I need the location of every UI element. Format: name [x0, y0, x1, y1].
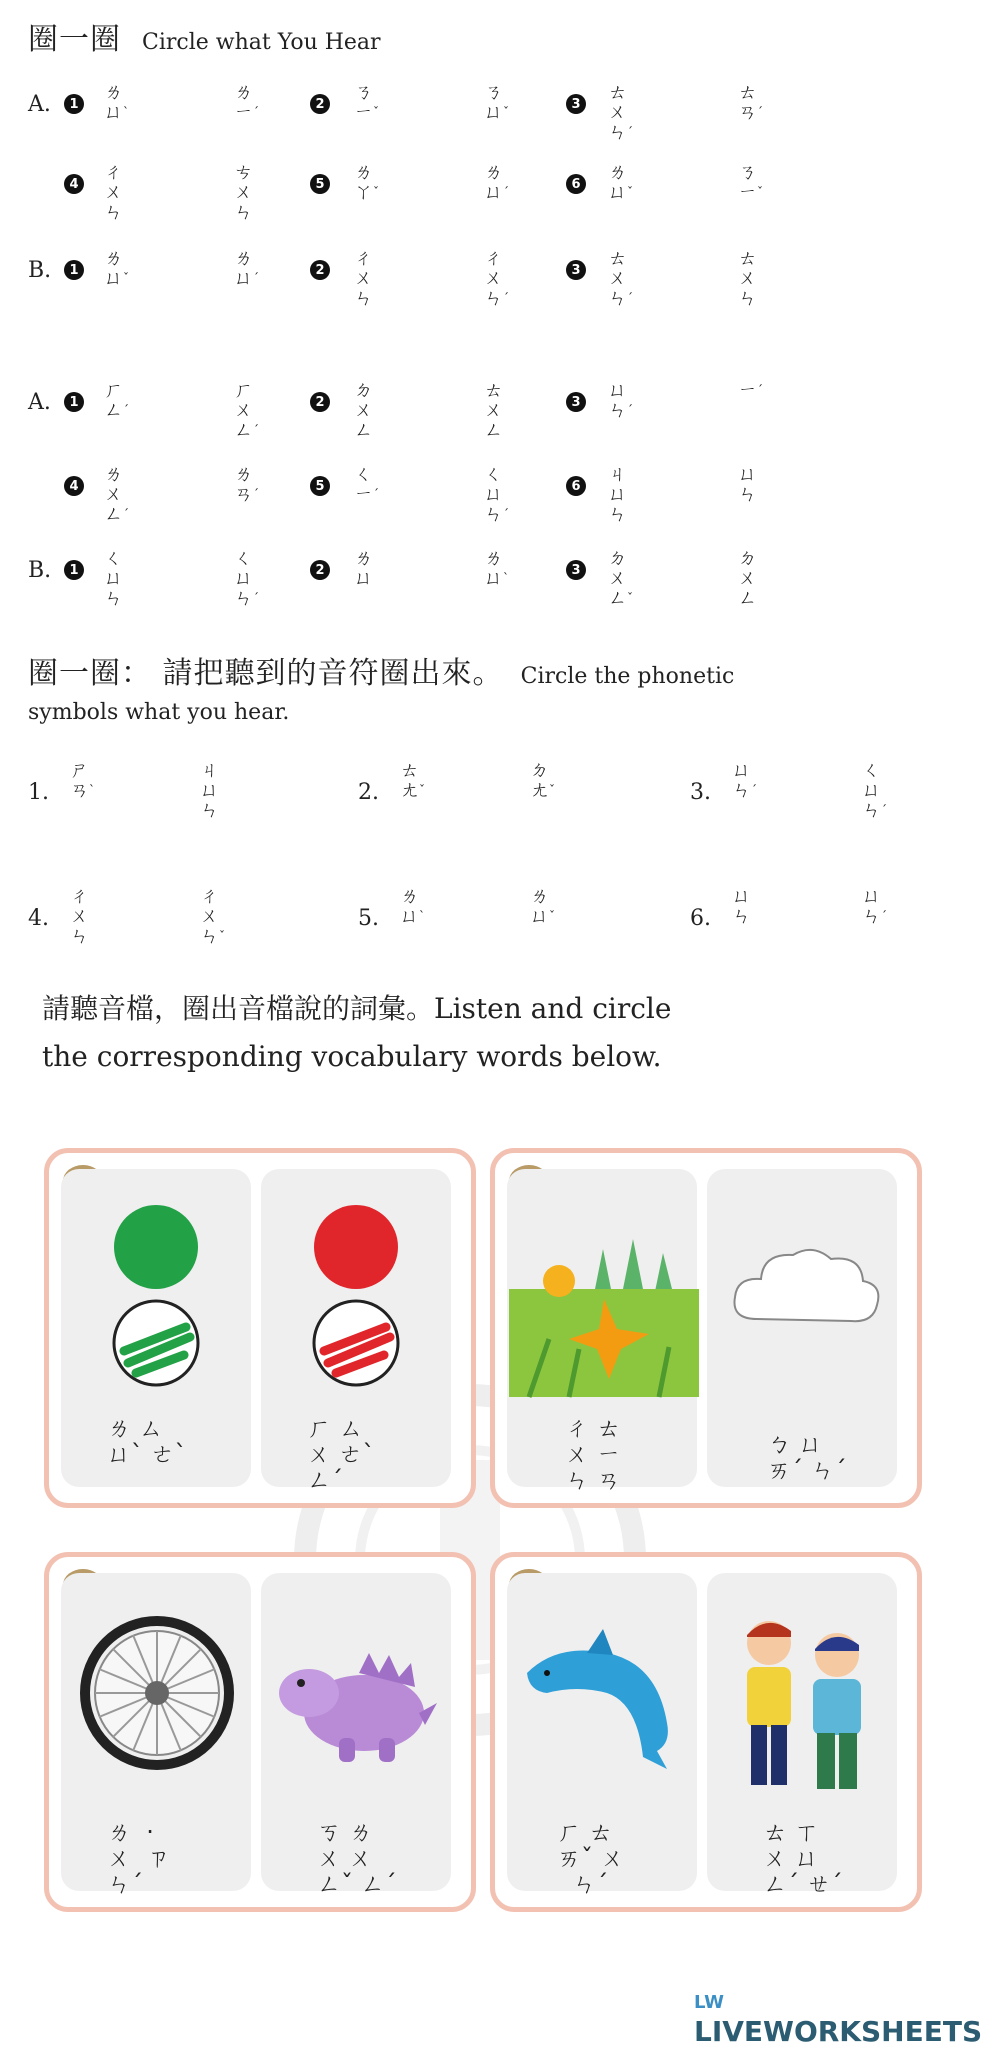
phonetic-option-b-tone: ˊ [503, 507, 510, 521]
phonetic-option-a-symbols: ㄑ ㄧ [354, 463, 374, 505]
phonetic-option-b-symbols: ㄩ ㄣ [862, 885, 882, 927]
footer-logo-prefix: LW [694, 1992, 724, 2013]
section2-instruction-cn: 圈一圈： 請把聽到的音符圈出來。 [28, 656, 504, 691]
item-number: 2 [310, 94, 330, 114]
wheel-icon [77, 1613, 237, 1773]
phonetic-option-a[interactable] [354, 380, 394, 440]
phonetic-option-b-tone: ˊ [253, 487, 260, 501]
phonetic-option-b[interactable] [484, 380, 524, 440]
phonetic-option-b-tone: ˊ [757, 383, 764, 397]
phonetic-option-a[interactable] [104, 82, 144, 122]
item-number: 1 [64, 560, 84, 580]
phonetic-option-a-symbols: ㄊ ㄤ [400, 759, 420, 801]
phonetic-option-a-symbols: ㄕ ㄢ [70, 759, 90, 801]
row-label: A. [28, 390, 51, 415]
phonetic-option-b[interactable] [484, 248, 524, 308]
vocab-card-dolphin[interactable] [507, 1573, 697, 1898]
phonetic-option-a-symbols: ㄌ ㄨ ㄥ [104, 463, 124, 525]
item-number: 5. [358, 906, 379, 931]
phonetic-option-a-symbols: ㄉ ㄨ ㄥ [354, 379, 374, 441]
footer-logo[interactable] [694, 1982, 1000, 2048]
phonetic-option-b-tone: ˊ [503, 291, 510, 305]
item-number: 6 [566, 476, 586, 496]
green-light-icon [106, 1205, 206, 1405]
phonetic-option-b-tone: ˊ [253, 271, 260, 285]
phonetic-option-b-symbols: ㄧ [738, 379, 758, 401]
footer-logo-text: LIVEWORKSHEETS [694, 2015, 983, 2048]
section2-instruction-en-1: Circle the phonetic [520, 664, 735, 689]
item-number: 1 [64, 260, 84, 280]
item-number: 4 [64, 476, 84, 496]
phonetic-option-a[interactable] [354, 82, 394, 122]
phonetic-option-a[interactable] [608, 464, 648, 524]
phonetic-option-a-symbols: ㄩ ㄣ [732, 885, 752, 927]
card-group-2 [490, 1148, 922, 1508]
phonetic-option-b[interactable] [484, 162, 524, 202]
phonetic-option-a-symbols: ㄌ ㄩ [400, 885, 420, 927]
phonetic-option-a[interactable] [608, 248, 648, 308]
phonetic-option-a-tone: ˊ [123, 403, 130, 417]
phonetic-option-b[interactable] [234, 82, 274, 122]
phonetic-option-a-symbols: ㄔ ㄨ ㄣ [70, 885, 90, 947]
phonetic-option-b[interactable] [738, 248, 778, 308]
spring-meadow-icon [509, 1229, 699, 1399]
phonetic-option-b-symbols: ㄌ ㄩ [530, 885, 550, 927]
card-group-1 [44, 1148, 476, 1508]
phonetic-option-b[interactable] [484, 464, 524, 524]
phonetic-option-b-symbols: ㄌ ㄢ [234, 463, 254, 505]
item-number: 3 [566, 560, 586, 580]
phonetic-option-b-tone: ˊ [253, 423, 260, 437]
phonetic-option-a[interactable] [104, 548, 144, 608]
phonetic-option-b-symbols: ㄊ ㄢ [738, 81, 758, 123]
phonetic-option-a-tone: ˇ [627, 185, 634, 199]
phonetic-option-b-symbols: ㄑ ㄩ ㄣ [484, 463, 504, 525]
phonetic-option-b[interactable] [484, 82, 524, 122]
vocab-card-dinosaur[interactable] [261, 1573, 451, 1898]
phonetic-option-b-tone: ˊ [253, 591, 260, 605]
phonetic-option-b-tone: ˊ [757, 105, 764, 119]
phonetic-option-b-symbols: ㄑ ㄩ ㄣ [234, 547, 254, 609]
vocab-card-wheel[interactable] [61, 1573, 251, 1898]
phonetic-option-a-tone: ˊ [373, 487, 380, 501]
section3-instruction-2: the corresponding vocabulary words below. [42, 1040, 662, 1073]
item-number: 3 [566, 392, 586, 412]
vocab-card-spring[interactable] [507, 1169, 697, 1494]
phonetic-option-a[interactable] [104, 162, 144, 222]
phonetic-option-a[interactable] [104, 380, 144, 420]
phonetic-option-b-symbols: ㄊ ㄨ ㄥ [484, 379, 504, 441]
phonetic-option-b[interactable] [234, 162, 274, 222]
phonetic-option-b-symbols: ㄋ ㄩ [484, 81, 504, 123]
phonetic-option-b-symbols: ㄔ ㄨ ㄣ [200, 885, 220, 947]
phonetic-option-b[interactable] [862, 760, 902, 820]
phonetic-option-a[interactable] [400, 886, 440, 926]
phonetic-option-a-symbols: ㄔ ㄨ ㄣ [104, 161, 124, 223]
phonetic-option-b[interactable] [234, 464, 274, 504]
section2-instruction-en-2: symbols what you hear. [28, 700, 290, 725]
phonetic-option-a[interactable] [608, 380, 648, 420]
phonetic-option-a[interactable] [70, 760, 110, 800]
item-number: 3. [690, 780, 711, 805]
phonetic-option-b-symbols: ㄋ ㄧ [738, 161, 758, 203]
phonetic-option-a-symbols: ㄊ ㄨ ㄣ [608, 81, 628, 143]
item-number: 3 [566, 260, 586, 280]
vocab-card-green-light[interactable] [61, 1169, 251, 1487]
header [28, 14, 381, 58]
dinosaur-icon [269, 1643, 439, 1763]
card-label-3-right: ㄎ ㄌ ㄨ ㄨ ㄥˇ ㄥˊ [317, 1818, 397, 1898]
phonetic-option-a-tone: ˇ [373, 185, 380, 199]
phonetic-option-a-tone: ˊ [627, 291, 634, 305]
phonetic-option-b-symbols: ㄐ ㄩ ㄣ [200, 759, 220, 821]
phonetic-option-b-symbols: ㄊ ㄨ ㄣ [738, 247, 758, 309]
phonetic-option-a-tone: ˋ [419, 909, 426, 923]
phonetic-option-a[interactable] [608, 162, 648, 202]
phonetic-option-a-tone: ˋ [89, 783, 96, 797]
item-number: 2. [358, 780, 379, 805]
phonetic-option-a[interactable] [608, 548, 648, 608]
section3-instruction-1: 請聽音檔，圈出音檔說的詞彙。Listen and circle [42, 992, 672, 1025]
vocab-card-cloud[interactable] [707, 1169, 897, 1487]
phonetic-option-a-symbols: ㄌ ㄩ [104, 81, 124, 123]
phonetic-option-a-tone: ˇ [373, 105, 380, 119]
phonetic-option-b[interactable] [234, 248, 274, 288]
item-number: 4 [64, 174, 84, 194]
phonetic-option-a[interactable] [608, 82, 648, 142]
item-number: 6. [690, 906, 711, 931]
phonetic-option-a-symbols: ㄉ ㄨ ㄥ [608, 547, 628, 609]
phonetic-option-b-tone: ˇ [219, 929, 226, 943]
header-title-cn: 圈一圈 [28, 22, 121, 57]
phonetic-option-b-symbols: ㄌ ㄧ [234, 81, 254, 123]
phonetic-option-b-tone: ˊ [881, 803, 888, 817]
phonetic-option-b[interactable] [200, 760, 240, 820]
item-number: 3 [566, 94, 586, 114]
phonetic-option-b-tone: ˇ [549, 909, 556, 923]
card-label-1-right: ㄏ ㄙ ㄨ ㄜˋ ㄥˊ [307, 1414, 375, 1494]
phonetic-option-a-symbols: ㄩ ㄣ [732, 759, 752, 801]
header-title-en: Circle what You Hear [142, 30, 381, 55]
phonetic-option-a[interactable] [354, 464, 394, 504]
item-number: 5 [310, 174, 330, 194]
phonetic-option-b-symbols: ㄩ ㄣ [738, 463, 758, 505]
item-number: 2 [310, 260, 330, 280]
phonetic-option-a-symbols: ㄑ ㄩ ㄣ [104, 547, 124, 609]
phonetic-option-a-symbols: ㄌ ㄩ [608, 161, 628, 203]
item-number: 4. [28, 906, 49, 931]
phonetic-option-a-symbols: ㄋ ㄧ [354, 81, 374, 123]
card-label-2-left: ㄔ ㄊ ㄨ ㄧ ㄣ ㄢ [565, 1414, 621, 1494]
item-number: 2 [310, 560, 330, 580]
vocab-card-red-light[interactable] [261, 1169, 451, 1494]
item-number: 1. [28, 780, 49, 805]
dolphin-icon [517, 1623, 687, 1773]
phonetic-option-a-tone: ˇ [419, 783, 426, 797]
item-number: 2 [310, 392, 330, 412]
phonetic-option-b-tone: ˇ [757, 185, 764, 199]
phonetic-option-b-tone: ˇ [503, 105, 510, 119]
phonetic-option-b[interactable] [738, 464, 778, 504]
card-label-3-left: ㄌ · ㄨ ㄗ ㄣˊ [107, 1818, 171, 1898]
phonetic-option-a-tone: ˇ [627, 591, 634, 605]
item-number: 5 [310, 476, 330, 496]
phonetic-option-a[interactable] [354, 248, 394, 308]
phonetic-option-a-tone: ˊ [627, 403, 634, 417]
phonetic-option-b-symbols: ㄏ ㄨ ㄥ [234, 379, 254, 441]
phonetic-option-b-symbols: ㄑ ㄩ ㄣ [862, 759, 882, 821]
phonetic-option-b[interactable] [862, 886, 902, 926]
phonetic-option-a-symbols: ㄌ ㄩ [354, 547, 374, 589]
card-label-4-left: ㄏ ㄊ ㄞˇ ㄨ ㄣˊ [557, 1818, 625, 1898]
phonetic-option-b[interactable] [530, 886, 570, 926]
cloud-icon [727, 1239, 887, 1339]
phonetic-option-b-symbols: ㄌ ㄩ [484, 161, 504, 203]
card-group-3 [44, 1552, 476, 1912]
row-label: A. [28, 92, 51, 117]
item-number: 1 [64, 94, 84, 114]
phonetic-option-a[interactable] [70, 886, 110, 946]
phonetic-option-b-tone: ˋ [503, 571, 510, 585]
phonetic-option-b-symbols: ㄔ ㄨ ㄣ [484, 247, 504, 309]
phonetic-option-a-symbols: ㄐ ㄩ ㄣ [608, 463, 628, 525]
phonetic-option-a-symbols: ㄌ ㄚ [354, 161, 374, 203]
phonetic-option-b[interactable] [738, 380, 778, 400]
row-label: B. [28, 558, 52, 583]
phonetic-option-a-tone: ˊ [123, 507, 130, 521]
section2-instruction [28, 648, 988, 692]
phonetic-option-a-tone: ˊ [627, 125, 634, 139]
phonetic-option-b[interactable] [234, 548, 274, 608]
phonetic-option-a[interactable] [104, 464, 144, 524]
phonetic-option-b[interactable] [484, 548, 524, 588]
card-group-4 [490, 1552, 922, 1912]
phonetic-option-b-tone: ˇ [549, 783, 556, 797]
phonetic-option-b[interactable] [738, 162, 778, 202]
phonetic-option-b-tone: ˊ [253, 105, 260, 119]
row-label: B. [28, 258, 52, 283]
phonetic-option-a-tone: ˇ [123, 271, 130, 285]
phonetic-option-b-symbols: ㄌ ㄩ [234, 247, 254, 289]
phonetic-option-b-symbols: ㄉ ㄤ [530, 759, 550, 801]
phonetic-option-a-symbols: ㄔ ㄨ ㄣ [354, 247, 374, 309]
card-label-2-right: ㄅ ㄩ ㄞˊ ㄣˊ [767, 1430, 847, 1484]
phonetic-option-a[interactable] [354, 548, 394, 588]
phonetic-option-b-tone: ˊ [503, 185, 510, 199]
phonetic-option-a[interactable] [104, 248, 144, 288]
phonetic-option-a[interactable] [732, 760, 772, 800]
phonetic-option-a-symbols: ㄌ ㄩ [104, 247, 124, 289]
phonetic-option-b[interactable] [200, 886, 240, 946]
phonetic-option-b-symbols: ㄉ ㄨ ㄥ [738, 547, 758, 609]
phonetic-option-b[interactable] [738, 82, 778, 122]
phonetic-option-b[interactable] [530, 760, 570, 800]
item-number: 1 [64, 392, 84, 412]
phonetic-option-a-symbols: ㄏ ㄥ [104, 379, 124, 421]
vocab-card-students[interactable] [707, 1573, 897, 1898]
phonetic-option-a[interactable] [354, 162, 394, 202]
phonetic-option-b[interactable] [738, 548, 778, 608]
phonetic-option-b[interactable] [234, 380, 274, 440]
phonetic-option-b-symbols: ㄌ ㄩ [484, 547, 504, 589]
phonetic-option-a[interactable] [400, 760, 440, 800]
phonetic-option-b-tone: ˊ [881, 909, 888, 923]
item-number: 6 [566, 174, 586, 194]
card-label-1-left: ㄌ ㄙ ㄩˋ ㄜˋ [107, 1414, 187, 1468]
phonetic-option-a-tone: ˋ [123, 105, 130, 119]
phonetic-option-b-symbols: ㄘ ㄨ ㄣ [234, 161, 254, 223]
phonetic-option-a-tone: ˊ [751, 783, 758, 797]
red-light-icon [306, 1205, 406, 1405]
phonetic-option-a[interactable] [732, 886, 772, 926]
phonetic-option-a-symbols: ㄊ ㄨ ㄣ [608, 247, 628, 309]
phonetic-option-a-symbols: ㄩ ㄣ [608, 379, 628, 421]
students-icon [717, 1613, 887, 1803]
card-label-4-right: ㄊ ㄒ ㄨ ㄩ ㄥˊ ㄝˊ [763, 1818, 843, 1898]
